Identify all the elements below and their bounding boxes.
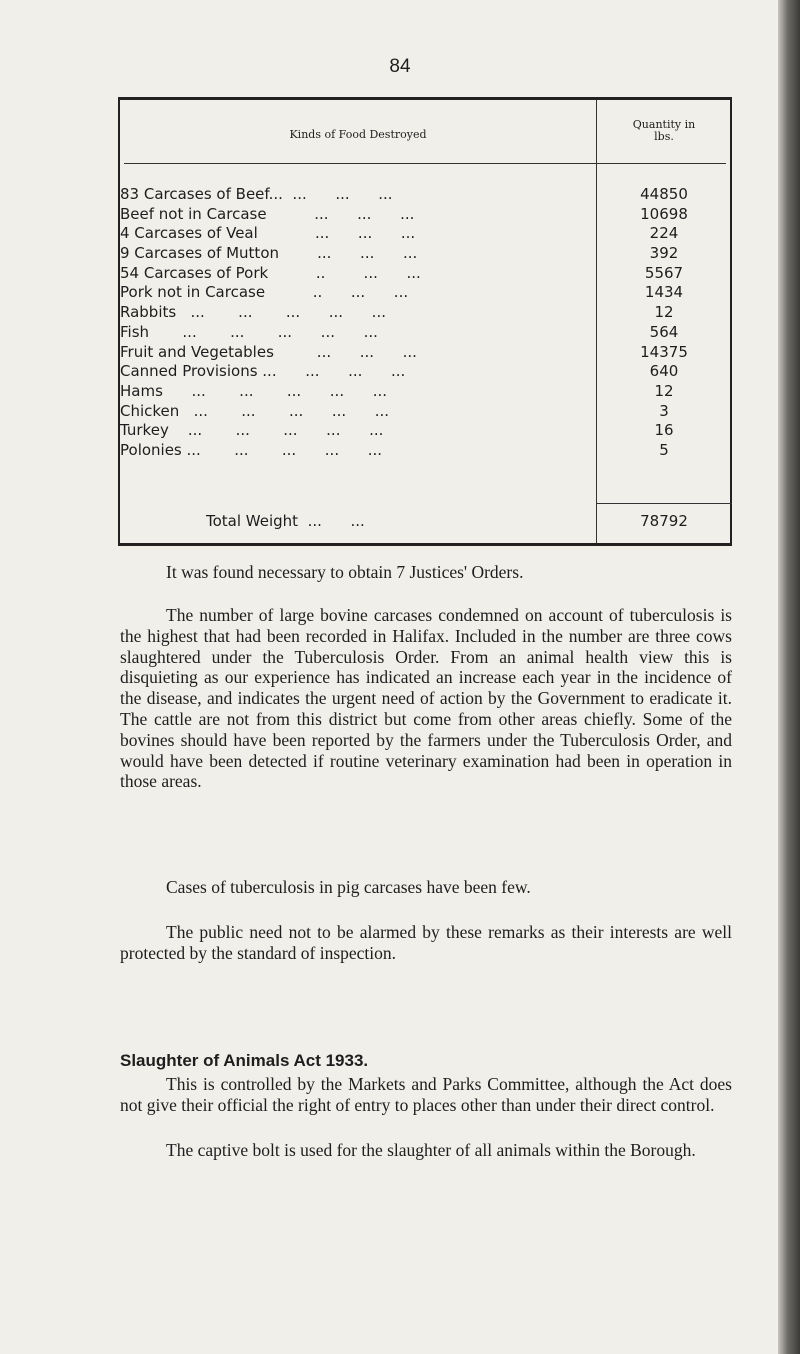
table-row: [120, 421, 730, 441]
row-item: Polonies ... ... ... ... ...: [120, 440, 383, 459]
row-item: Fruit and Vegetables ... ... ...: [120, 342, 417, 361]
paragraph-markets-committee: This is controlled by the Markets and Parks Committee, although the Act does not give their official the right of entry to places other than under their direct control.: [120, 1074, 732, 1115]
paragraph-pig-carcases: Cases of tuberculosis in pig carcases have been few.: [166, 877, 531, 897]
row-qty: 14375: [640, 342, 688, 361]
header-quantity-line2: lbs.: [654, 130, 674, 143]
row-qty: 640: [649, 362, 679, 381]
row-qty: 5: [659, 440, 669, 459]
table-row: [120, 205, 730, 225]
row-qty: 224: [649, 224, 679, 243]
table-row: [120, 264, 730, 284]
header-quantity-line1: Quantity in: [632, 118, 696, 131]
row-item: 54 Carcases of Pork .. ... ...: [120, 263, 421, 282]
row-qty: 392: [649, 244, 679, 263]
row-qty: 564: [649, 322, 679, 341]
section-heading-slaughter-act: Slaughter of Animals Act 1933.: [120, 1051, 369, 1070]
row-item: Fish ... ... ... ... ...: [120, 322, 378, 341]
row-qty: 5567: [644, 263, 684, 282]
header-quantity: [596, 119, 732, 143]
table-row: [120, 382, 730, 402]
table-row: [120, 244, 730, 264]
header-rule: [124, 163, 726, 164]
food-destroyed-table: [118, 97, 732, 546]
total-label: Total Weight ... ...: [206, 512, 365, 530]
table-row: [120, 441, 730, 461]
row-item: Pork not in Carcase .. ... ...: [120, 283, 409, 302]
total-value: 78792: [640, 512, 688, 530]
row-qty: 44850: [640, 185, 688, 203]
row-qty: 10698: [640, 204, 688, 223]
table-row: [120, 323, 730, 343]
table-row: [120, 343, 730, 363]
table-row: [120, 303, 730, 323]
row-qty: 12: [654, 381, 674, 400]
row-item: 83 Carcases of Beef... ... ... ...: [120, 185, 393, 203]
table-row: [120, 362, 730, 382]
row-item: Chicken ... ... ... ... ...: [120, 401, 390, 420]
row-item: Canned Provisions ... ... ... ...: [120, 362, 406, 381]
row-item: Rabbits ... ... ... ... ...: [120, 303, 386, 322]
table-row: [120, 224, 730, 244]
page-number: 84: [389, 56, 411, 77]
header-kinds: Kinds of Food Destroyed: [289, 128, 427, 141]
row-qty: 16: [654, 421, 674, 440]
table-row: [120, 402, 730, 422]
paragraph-captive-bolt: The captive bolt is used for the slaughter of all animals within the Borough.: [166, 1140, 696, 1160]
row-qty: 1434: [644, 283, 684, 302]
total-rule: [596, 503, 732, 504]
row-item: Turkey ... ... ... ... ...: [120, 421, 384, 440]
table-body: [120, 185, 730, 461]
paragraph-tuberculosis-bovine: The number of large bovine carcases condemned on account of tuberculosis is the highest that had been recorded in Halifax. Included in the number are three cows slaughtered under the Tuberculosis Order. From an animal health view this is disquieting as our experience has indicated an increase each year in the incidence of the disease, and indicates the urgent need of action by the Government to eradicate it. The cattle are not from this district but come from other areas chiefly. Some of the bovines should have been reported by the farmers under the Tuberculosis Order, and would have been detected if routine veterinary examination had been in operation in those areas.: [120, 605, 732, 792]
row-item: Hams ... ... ... ... ...: [120, 381, 387, 400]
paragraph-public-remarks: The public need not to be alarmed by these remarks as their interests are well protected by the standard of inspection.: [120, 922, 732, 963]
table-row: [120, 185, 730, 205]
page-edge-shadow: [778, 0, 800, 1354]
table-row: [120, 283, 730, 303]
row-item: Beef not in Carcase ... ... ...: [120, 204, 415, 223]
paragraph-justices-orders: It was found necessary to obtain 7 Justices' Orders.: [166, 562, 524, 582]
row-qty: 12: [654, 303, 674, 322]
row-item: 4 Carcases of Veal ... ... ...: [120, 224, 416, 243]
row-qty: 3: [659, 401, 669, 420]
row-item: 9 Carcases of Mutton ... ... ...: [120, 244, 418, 263]
